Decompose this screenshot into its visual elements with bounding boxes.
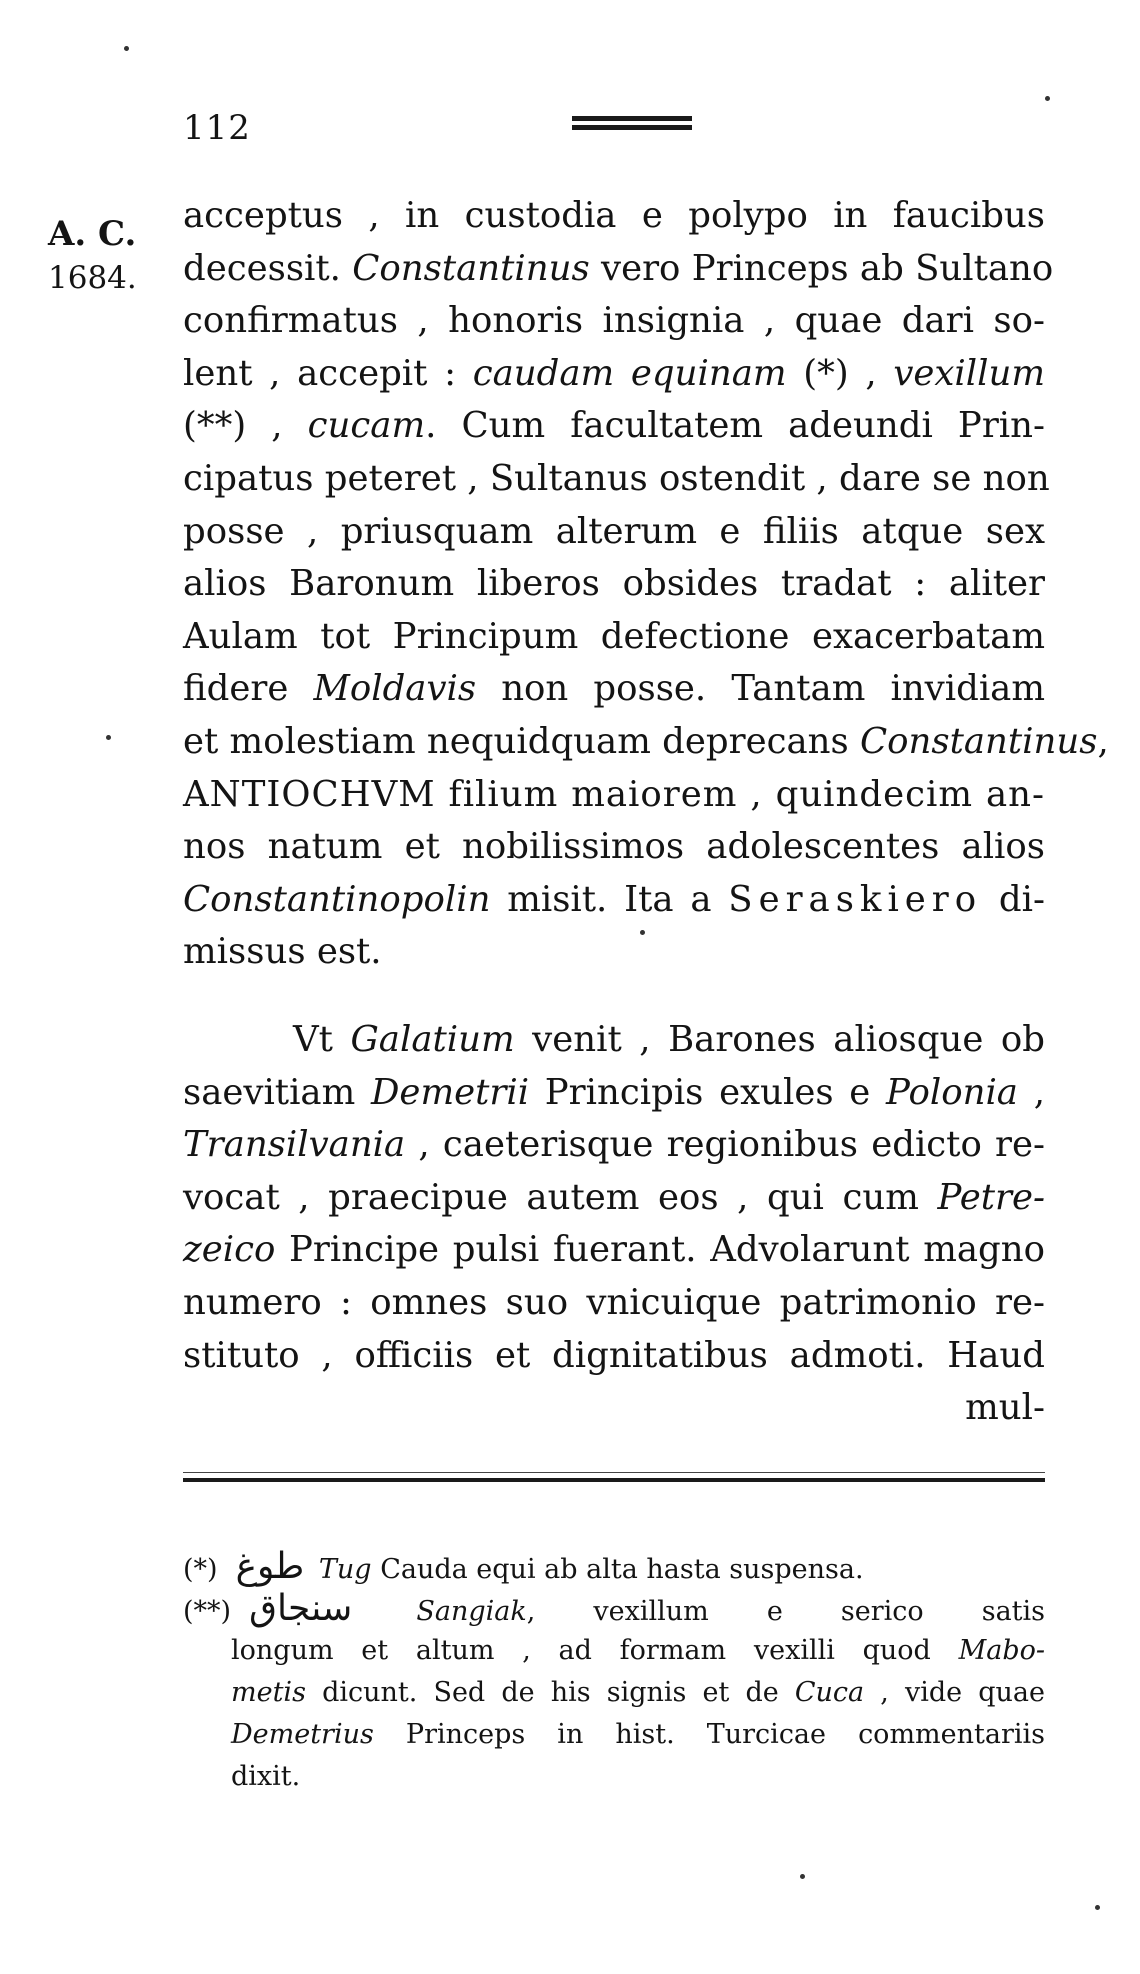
footnote-term: Sangiak [416,1596,527,1627]
text-line: cipatus peteret , Sultanus ostendit , dare se non [183,457,1050,499]
text-line: alios Baronum liberos obsides tradat : aliter [183,563,1045,605]
text-line: nos natum et nobilissimos adolescentes alios [183,826,1045,868]
text-line: Constantinopolin misit. Ita a Seraskiero di- [183,878,1045,920]
footnote-2-line: dixit. [231,1761,301,1792]
footnote-2-line: longum et altum , ad formam vexilli quod Mabo- [231,1635,1045,1666]
text-line: stituto , officiis et dignitatibus admoti. Haud [183,1334,1045,1376]
footnote-marker: (**) [183,1596,232,1627]
footnote-2-line: (**) سنجاق Sangiak, vexillum e serico satis [183,1588,1046,1629]
scan-speck [124,46,129,51]
text-line: (**) , cucam. Cum facultatem adeundi Prin- [183,405,1046,447]
paragraph-1 [183,190,1109,979]
text-line: posse , priusquam alterum e filiis atque sex [183,510,1045,552]
text-line: Transilvania , caeterisque regionibus edicto re- [183,1124,1045,1166]
arabic-word: طوغ [235,1546,305,1587]
footnotes [183,1546,1045,1798]
footnote-2-line: metis dicunt. Sed de his signis et de Cuca , vide quae [231,1677,1046,1708]
text-line: saevitiam Demetrii Principis exules e Polonia , [183,1071,1045,1113]
scan-speck [640,930,645,935]
text-line: Vt Galatium venit , Barones aliosque ob [293,1019,1046,1060]
footnote-rule-thin [183,1472,1045,1473]
header-ornament-rule [572,116,692,134]
text-line: vocat , praecipue autem eos , qui cum Petre- [183,1176,1045,1218]
text-line: et molestiam nequidquam deprecans Constantinus, [183,720,1109,762]
text-line: lent , accepit : caudam equinam (*) , vexillum [183,352,1046,394]
margin-note-label: A. C. [48,214,137,254]
text-line: zeico Principe pulsi fuerant. Advolarunt magno [183,1229,1045,1271]
margin-note [48,208,137,304]
scan-speck [106,735,111,740]
footnote-marker: (*) [183,1554,218,1585]
text-line: decessit. Constantinus vero Princeps ab Sultano [183,247,1054,289]
scan-speck [1095,1905,1100,1910]
footnote-1: (*) طوغ Tug Cauda equi ab alta hasta suspensa. [183,1546,864,1587]
catchword: mul- [965,1387,1045,1429]
margin-note-year: 1684. [48,260,137,296]
text-line: missus est. [183,931,382,973]
footnote-rule [183,1478,1045,1482]
arabic-word: سنجاق [249,1588,353,1629]
scan-speck [1045,96,1050,101]
text-line: fidere Moldavis non posse. Tantam invidiam [183,668,1045,710]
text-line: ANTIOCHVM filium maiorem , quindecim an- [183,773,1045,815]
page-number: 112 [183,108,251,148]
text-line: numero : omnes suo vnicuique patrimonio re- [183,1281,1045,1323]
footnote-2-line: Demetrius Princeps in hist. Turcicae commentariis [231,1719,1045,1750]
text-line: acceptus , in custodia e polypo in faucibus [183,195,1045,236]
footnote-term: Tug [318,1554,372,1585]
scan-speck [800,1874,805,1879]
paragraph-2 [183,1014,1045,1435]
text-line: Aulam tot Principum defectione exacerbatam [183,615,1045,657]
text-line: confirmatus , honoris insignia , quae dari so- [183,300,1045,342]
